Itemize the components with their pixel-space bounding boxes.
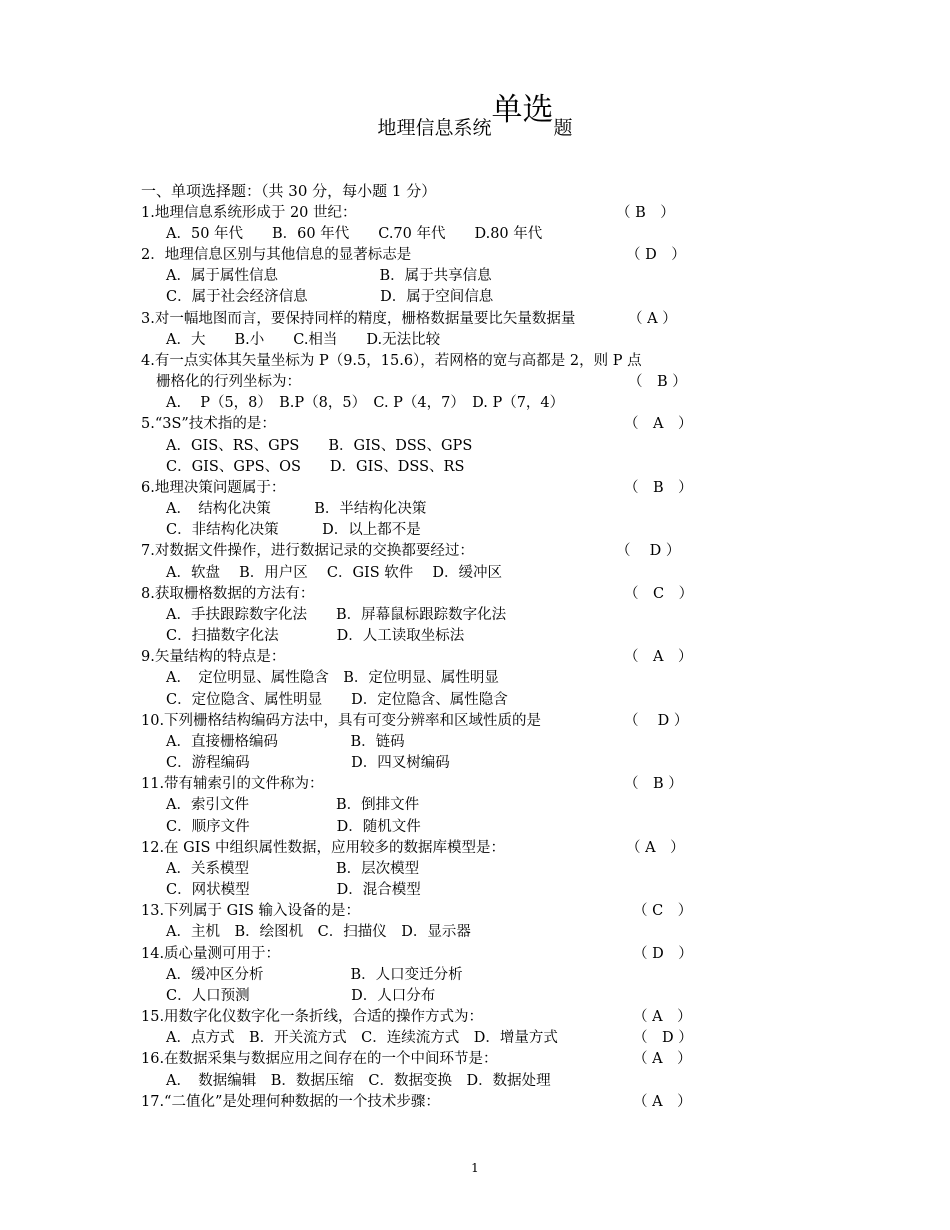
section-heading	[141, 180, 436, 201]
option-line: A．点方式 B．开关流方式 C．连续流方式 D．增量方式	[166, 1030, 558, 1046]
question-line: 11.带有辅索引的文件称为：	[141, 776, 324, 792]
option-line: A．主机 B．绘图机 C．扫描仪 D．显示器	[166, 924, 471, 940]
option-line: A．50 年代 B．60 年代 C.70 年代 D.80 年代	[166, 226, 543, 242]
answer-marker: （ D ）	[633, 946, 693, 962]
option-line: C．游程编码 D．四叉树编码	[166, 755, 450, 771]
option-line: A．大 B.小 C.相当 D.无法比较	[166, 332, 441, 348]
option-line: C．非结构化决策 D．以上都不是	[166, 522, 421, 538]
option-line: C．定位隐含、属性明显 D．定位隐含、属性隐含	[166, 692, 508, 708]
option-line: A． 定位明显、属性隐含 B．定位明显、属性明显	[166, 670, 499, 686]
option-line: A． 数据编辑 B．数据压缩 C．数据变换 D．数据处理	[166, 1073, 551, 1089]
option-line: C．GIS、GPS、OS D．GIS、DSS、RS	[166, 459, 465, 475]
section-label: 一、单项选择题	[141, 182, 247, 200]
title-emphasis: 单选	[491, 92, 554, 128]
option-line: A. P（5，8） B.P（8，5） C. P（4，7） D. P（7，4）	[166, 395, 565, 411]
section-note: ：（共 30 分，每小题 1 分）	[246, 182, 437, 200]
option-line: C．顺序文件 D．随机文件	[166, 819, 421, 835]
question-line: 5.“3S”技术指的是：	[141, 416, 276, 432]
answer-marker: （ B ）	[624, 776, 683, 792]
question-line: 3.对一幅地图而言，要保持同样的精度，栅格数据量要比矢量数据量	[141, 311, 576, 327]
option-line: A．关系模型 B．层次模型	[166, 861, 420, 877]
question-line: 1.地理信息系统形成于 20 世纪：	[141, 205, 357, 221]
answer-marker: （ D ）	[616, 543, 681, 559]
answer-marker: （ A ）	[626, 840, 685, 856]
question-line: 13.下列属于 GIS 输入设备的是：	[141, 903, 361, 919]
title-end: 题	[553, 117, 573, 139]
option-line: A．GIS、RS、GPS B．GIS、DSS、GPS	[166, 438, 473, 454]
option-line: C．属于社会经济信息 D．属于空间信息	[166, 289, 494, 305]
answer-marker: （ C ）	[624, 586, 694, 602]
answer-marker: （ D ）	[626, 247, 686, 263]
option-line: A．软盘 B．用户区 C．GIS 软件 D．缓冲区	[166, 565, 503, 581]
answer-marker: （ A ）	[633, 1051, 692, 1067]
answer-marker: （ A ）	[633, 1009, 692, 1025]
question-line: 10.下列栅格结构编码方法中，具有可变分辨率和区域性质的是	[141, 713, 542, 729]
option-line: A．索引文件 B．倒排文件	[166, 797, 420, 813]
option-line: A．缓冲区分析 B．人口变迁分析	[166, 967, 463, 983]
answer-marker: （ B ）	[624, 480, 693, 496]
answer-marker: （ B ）	[616, 205, 675, 221]
document-title	[0, 92, 950, 143]
answer-marker: （ A ）	[624, 649, 693, 665]
option-line: A．手扶跟踪数字化法 B．屏幕鼠标跟踪数字化法	[166, 607, 507, 623]
answer-marker: （ A ）	[628, 311, 677, 327]
question-line: 15.用数字化仪数字化一条折线，合适的操作方式为：	[141, 1009, 484, 1025]
option-line: C．扫描数字化法 D．人工读取坐标法	[166, 628, 465, 644]
option-line: A．属于属性信息 B．属于共享信息	[166, 268, 492, 284]
option-line: A．直接栅格编码 B．链码	[166, 734, 405, 750]
question-line: 16.在数据采集与数据应用之间存在的一个中间环节是：	[141, 1051, 498, 1067]
answer-marker: （ D ）	[624, 713, 689, 729]
question-line: 栅格化的行列坐标为：	[156, 374, 301, 390]
answer-marker: （ C ）	[633, 903, 693, 919]
question-line: 17.“二值化”是处理何种数据的一个技术步骤：	[141, 1094, 440, 1110]
question-line: 4.有一点实体其矢量坐标为 P（9.5，15.6），若网格的宽与高都是 2，则 P 点	[141, 353, 642, 369]
question-line: 14.质心量测可用于：	[141, 946, 281, 962]
question-line: 6.地理决策问题属于：	[141, 480, 286, 496]
answer-marker: （ B ）	[628, 374, 687, 390]
page-number: 1	[471, 1161, 479, 1175]
question-line: 8.获取栅格数据的方法有：	[141, 586, 315, 602]
option-line: C．网状模型 D．混合模型	[166, 882, 421, 898]
question-line: 9.矢量结构的特点是：	[141, 649, 286, 665]
title-main: 地理信息系统	[377, 117, 492, 139]
answer-marker: （ A ）	[633, 1094, 692, 1110]
question-line: 2．地理信息区别与其他信息的显著标志是	[141, 247, 412, 263]
answer-marker: （ A ）	[624, 416, 693, 432]
option-line: C．人口预测 D．人口分布	[166, 988, 436, 1004]
question-line: 12.在 GIS 中组织属性数据，应用较多的数据库模型是：	[141, 840, 506, 856]
answer-marker: （ D ）	[633, 1030, 693, 1046]
question-line: 7.对数据文件操作，进行数据记录的交换都要经过：	[141, 543, 474, 559]
option-line: A． 结构化决策 B．半结构化决策	[166, 501, 427, 517]
